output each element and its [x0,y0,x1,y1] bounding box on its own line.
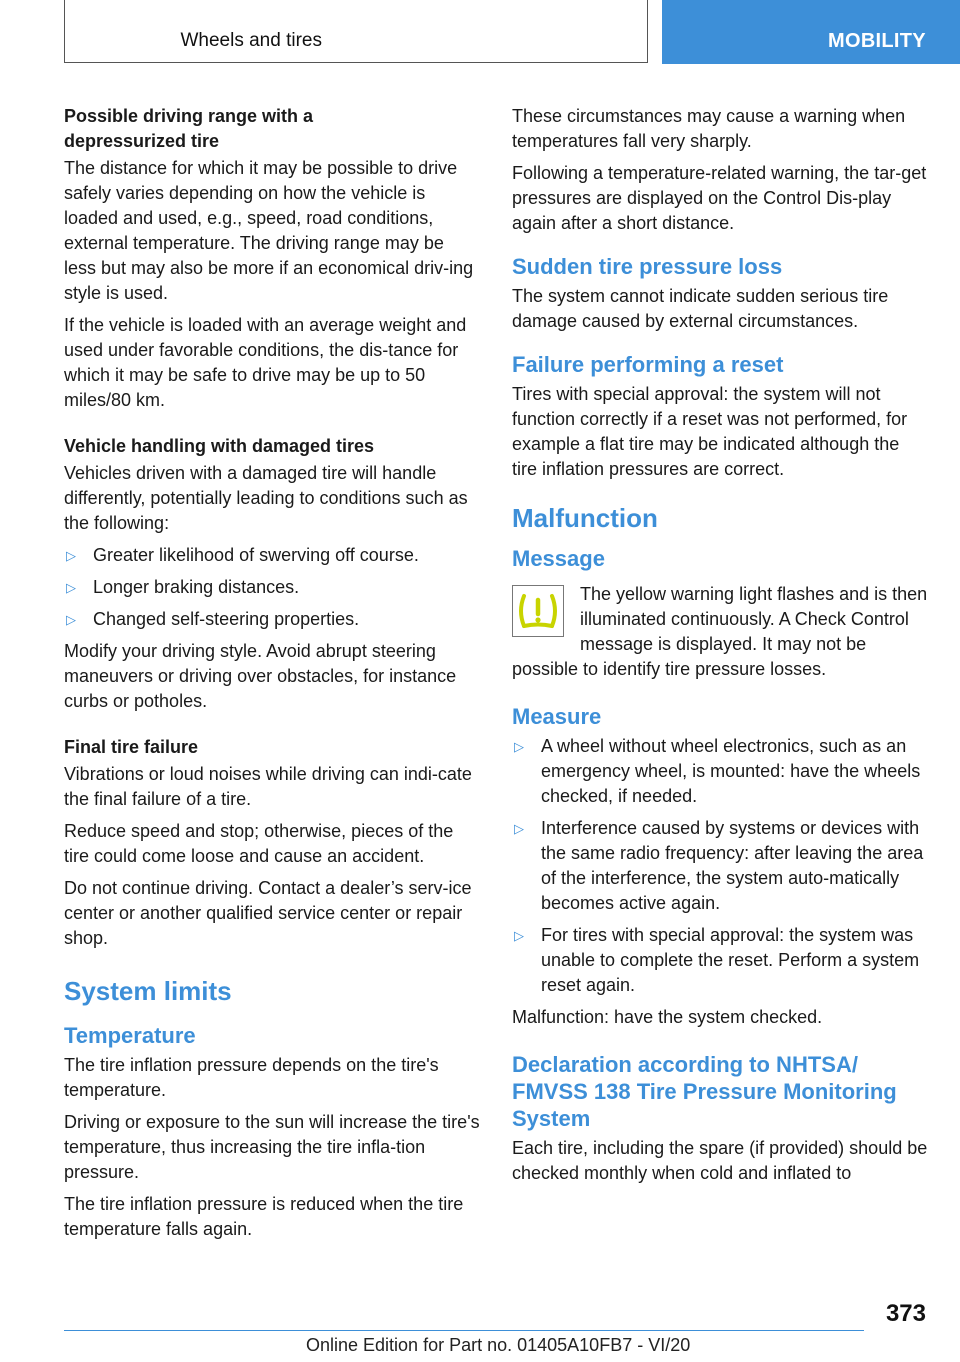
range-paragraph-1: The distance for which it may be possible to drive safely varies depending on how the vehicle is loaded and used, e.g., speed, road conditions, external temperature. The driving range may be less but may also be more if an economical driv‐ing style is used. [64,158,474,303]
tire-pressure-warning-icon [512,585,564,637]
temperature-paragraph-5: Following a temperature-related warning, the tar‐get pressures are displayed on the Control Dis‐play again after a short distance. [512,163,927,233]
handling-paragraph-1: Vehicles driven with a damaged tire will handle differently, potentially leading to conditions such as the following: [64,463,468,533]
list-item: ▷ Longer braking distances. [64,575,480,600]
failure-paragraph-3: Do not continue driving. Contact a dealer’s serv‐ice center or another qualified service center or repair shop. [64,878,472,948]
header-section-title: Wheels and tires [180,30,322,51]
range-heading: Possible driving range with a depressurized tire [64,106,314,151]
temperature-paragraph-1: The tire inflation pressure depends on the tire's temperature. [64,1055,439,1100]
nhtsa-heading: Declaration according to NHTSA/ FMVSS 138 Tire Pressure Monitoring System [512,1052,897,1131]
reset-failure-heading: Failure performing a reset [512,352,784,377]
triangle-bullet-icon: ▷ [514,821,524,836]
message-paragraph: The yellow warning light flashes and is then illuminated continuously. A Check Control message is displayed. It may not be possible to identify tire pressure losses. [512,584,928,679]
temperature-heading: Temperature [64,1023,196,1048]
left-column [64,104,480,1249]
failure-heading: Final tire failure [64,737,199,757]
list-item: ▷ Changed self-steering properties. [64,607,480,632]
nhtsa-paragraph: Each tire, including the spare (if provided) should be checked monthly when cold and inflated to [512,1138,928,1183]
list-item: ▷ Interference caused by systems or devices with the same radio frequency: after leaving the area of the interference, the system auto‐matically becomes active again. [514,818,924,913]
footer-edition: Online Edition for Part no. 01405A10FB7 - VI/20 [306,1335,691,1355]
temperature-paragraph-3: The tire inflation pressure is reduced when the tire temperature falls again. [64,1194,464,1239]
right-column [512,104,928,1193]
header-frame [64,0,648,63]
handling-list [64,543,480,632]
list-item: ▷ Greater likelihood of swerving off course. [64,543,480,568]
handling-heading: Vehicle handling with damaged tires [64,436,375,456]
measure-heading: Measure [512,704,602,729]
triangle-bullet-icon: ▷ [66,548,76,563]
footer-divider [64,1330,864,1331]
measure-paragraph: Malfunction: have the system checked. [512,1007,823,1027]
header-chapter-tab: MOBILITY [662,0,960,64]
handling-paragraph-2: Modify your driving style. Avoid abrupt steering maneuvers or driving over obstacles, for instance curbs or potholes. [64,641,457,711]
triangle-bullet-icon: ▷ [514,739,524,754]
temperature-paragraph-2: Driving or exposure to the sun will increase the tire's temperature, thus increasing the tire infla‐tion pressure. [64,1112,480,1182]
sudden-loss-heading: Sudden tire pressure loss [512,254,783,279]
list-item: ▷ For tires with special approval: the system was unable to complete the reset. Perform a system reset again. [514,925,920,995]
malfunction-heading: Malfunction [512,503,658,533]
measure-list [512,734,928,998]
system-limits-heading: System limits [64,976,232,1006]
triangle-bullet-icon: ▷ [66,612,76,627]
triangle-bullet-icon: ▷ [514,928,524,943]
page-number: 373 [885,1300,926,1327]
triangle-bullet-icon: ▷ [66,580,76,595]
message-block [512,582,928,682]
range-paragraph-2: If the vehicle is loaded with an average weight and used under favorable conditions, the dis‐tance for which it may be safe to drive may be up to 50 miles/80 km. [64,315,467,410]
failure-paragraph-2: Reduce speed and stop; otherwise, pieces of the tire could come loose and cause an accident. [64,821,454,866]
list-item: ▷ A wheel without wheel electronics, such as an emergency wheel, is mounted: have the wheels checked, if needed. [514,736,921,806]
temperature-paragraph-4: These circumstances may cause a warning when temperatures fall very sharply. [512,106,906,151]
sudden-loss-paragraph: The system cannot indicate sudden serious tire damage caused by external circumstances. [512,286,889,331]
reset-failure-paragraph: Tires with special approval: the system will not function correctly if a reset was not performed, for example a flat tire may be indicated although the tire inflation pressures are correct. [512,384,908,479]
message-heading: Message [512,546,605,571]
failure-paragraph-1: Vibrations or loud noises while driving can indi‐cate the final failure of a tire. [64,764,472,809]
